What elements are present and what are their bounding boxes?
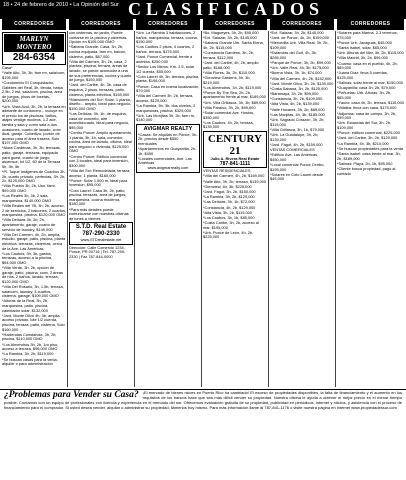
column-divider xyxy=(134,31,135,387)
listing-item: *Constancia Gardens, 3h, 2b, terraza, $112,000 xyxy=(203,50,255,60)
listing-item: *Villa Del Rosario, 3h, 1.5b, terraza, sala/com, laundry, 4 cuartos, cisterna, garage, $109,000 OMO xyxy=(2,284,64,299)
listing-item: *Solares en Coto Laurel desde $45,000 xyxy=(270,171,323,182)
avigmar-name: AVIGMAR REALTY xyxy=(143,126,193,133)
listing-item: *Ponce By The Sea, 2h, 2b, apartamento frente al mar, $189,000 xyxy=(203,89,266,100)
century21-phone: 787-841-1111 xyxy=(219,160,251,167)
listing-item: *Local comercial Ponce Centro, $195,000 xyxy=(270,161,325,172)
listing-item: *Alturas de la Real, 3h, 2b, marquesina, patio, piscina, calentador solar, $132,000 xyxy=(2,298,49,313)
listing-item: *Edificio Ave. Las Américas, $450,000 xyxy=(270,152,319,162)
listing-item: *Villa Delicias 3h, 2b, 2h, apartamento, garaje, cuarto de servicio de laundry, $149,000 xyxy=(2,217,56,232)
listing-item: *La Rambla, 3h, 2b, $129,000 xyxy=(203,194,255,200)
listing-item: *Haciendas Constancia, 3h, 2b, piscina, $110,000 OMO xyxy=(2,331,57,342)
listing-list xyxy=(203,31,267,130)
listing-item: *Jard. Monte Olivo, 3h, 2b, $139,000 xyxy=(270,80,334,86)
century21-logo: CENTURY 21 xyxy=(207,133,262,157)
listing-item: *Coamo: casa en el pueblo, 4h, 2b, $89,000 xyxy=(337,60,398,71)
listing-item: *Jard. del Caribe, 4h, 2b, amplio patio, $168,000 xyxy=(203,59,259,70)
listing-item: *Salinas: Playa, 2h, 1b, $95,000 xyxy=(337,160,393,166)
listing-item: *Parque de Ponce, 3h, 2b, $99,000 xyxy=(270,59,331,65)
column-divider xyxy=(268,31,269,387)
listing-item: Casa* xyxy=(2,65,13,70)
avigmar-lines xyxy=(138,133,198,166)
listing-item: *Glenview Gardens, 5h, 3b, $219,000 xyxy=(203,74,251,85)
listing-item: *Valle Alto, 3h, 3b, fam rm, sala/com, $195,000 xyxy=(2,70,66,80)
listing-item: *Jard. Fagot, 3h, 2b, $150,000 xyxy=(203,188,256,194)
marlyn-phone: 284-6354 xyxy=(12,52,56,63)
listing-item: *Los Caobos, 4h, 2b, terraza, $139,000 xyxy=(203,119,254,130)
listing-item: *Urb. Vista Azul, 3h, 2b, la terraza en adelante de cordonero... incluye en el precio los de piscinas, baños, atajes vestige modeos, 1.2 ace, familia y sala y como sala a dos ocasiones, cuarto de lavado, conv dual, garaje. Cobertizo, portón de acceso para el área trasera, Solo $197,000 OMO xyxy=(2,103,66,146)
listing-item: *Villa del Carmen 3h, 2b, terraza, acceso, $129,000 xyxy=(136,93,194,103)
listing-item: *Jard. del Caribe, 4h, 3b, casa de esquina, 2 pisos, terrazas, patio, cisterna, planta eléctrica, $169,000 xyxy=(69,82,130,97)
listing-item: *Villa Flores, 3h, 2b, $110,000 xyxy=(203,69,255,75)
listing-item: *Peñuelas: Urb. Alturas, 3h, 2b, $85,000 xyxy=(337,90,392,101)
listing-item: *Los Reales 3h, 3b, 2 sala, marquesina, $140,000 OMO xyxy=(2,193,52,203)
listing-item: *Glenview, 4h, 3b, $225,000 xyxy=(203,183,252,189)
bottom-body: ¡El mercado de bienes raíces en Puerto Rico ha cambiado! El exceso de propiedades disponibles, la falta de financiamiento y el aumento en los requisitos de los bancos hace que sea más difícil vender su propiedad. Nuestra oficina le ayuda a obtener el mejor precio en el menor tiempo posible. Contamos con un equipo de profesionales con licencia y experiencia en el mercado del sur. Ofrecemos evaluación gratuita de su propiedad, publicidad en periódicos, internet y rótulos, y asistencia con el proceso de financiamiento para el comprador. Si usted desea vender, alquilar o administrar su propiedad, llámenos hoy mismo. Para más información llame al 787-841-1176 o visite nuestra página en internet www.propiedadessur.com xyxy=(4,390,402,411)
listing-item: *Locales comerciales, Ave. Las Américas xyxy=(138,155,192,166)
listing-item: *Urb. La Rambla 3 habitaciones, 2 baños, marquesina, terraza, cocina, $150,000 xyxy=(136,31,198,45)
listing-item: *Pl. Toque Imágenes de Cuadros 3h-2b, cuarto privado, perfectas, 3h, 2b, 2c, $125,000 OMO xyxy=(2,169,66,184)
listing-item: *Las Delicias: 3h, 1b, de esquina, casa de concreto, aire acondicionado, ideal para negocio, $95,000 xyxy=(69,111,130,130)
listing-item: *Constancia, 3h, 2b, $109,000 xyxy=(270,96,323,102)
listing-item: *Santa Isabel: casa frente al mar, 3h, 2b, $189,000 xyxy=(337,150,401,161)
avigmar-website[interactable]: www.avigmarrealty.com xyxy=(147,165,189,171)
listing-item: *Villa del Sol: Remodelada, terraza, acceso, 1 planta, $160,000 xyxy=(69,167,131,178)
column-heading-5: CORREDORES xyxy=(270,19,334,30)
listing-item: *Ponce: Casa en buena localización, $79,000 xyxy=(136,83,200,94)
listing-item: *Villa Reales del 7B, 3h, 2b, acceso, 2 de servicios, 2 balcones, 2 cuartos, marquesina, piscina, $120,000 OMO xyxy=(2,202,66,218)
listing-item: *Mercedita Urb. Villa Real, 3h, 2b, $109,000 xyxy=(270,40,329,50)
column-2 xyxy=(69,31,133,389)
column-heading-3: CORREDORES xyxy=(136,19,200,30)
listing-item: *Se buscan propiedades para la venta xyxy=(337,145,403,151)
listing-item: *Ponce: Solar 1,500 m, ideal para inversión, $95,000 xyxy=(69,177,128,188)
listing-item: *Urb. Alturas del Mar, 3h, 2b, $115,000 xyxy=(337,50,404,56)
listing-item: *Los Caobos, 3h, 1b, $85,000 xyxy=(203,214,255,220)
listing-item: *Los Almendros, 3h, 2b, $119,000 xyxy=(203,84,262,90)
column-1 xyxy=(2,31,66,389)
marlyn-ad xyxy=(2,32,66,65)
listing-item: *Para más detalles puede comunicarse con nuestras oficinas de lunes a viernes xyxy=(69,206,129,221)
listing-item: *Villa Grillasca, 3h, 1b, $79,000 xyxy=(270,126,325,132)
section-title: CLASIFICADOS xyxy=(128,0,325,19)
listing-item: *Coto Laurel: Casa 3h, 2b, patio, piscina, terrazas, área de juegos, marquesina, cocina moderna, $180,000 xyxy=(69,187,127,207)
listing-item: *Constancia, 4h, 2b, $129,000 xyxy=(203,204,256,210)
listing-item: VENTAS COMERCIALES xyxy=(270,146,315,152)
listing-item: con cisternas, en jardín, Puede contarse en la piscina y cisternas. Opción en $105,000 OMO xyxy=(69,31,128,45)
listing-item: *Villa del Carmen, 4h, 2b, $152,000 xyxy=(270,75,332,81)
column-divider xyxy=(67,31,68,387)
column-divider xyxy=(335,31,336,387)
listing-list xyxy=(2,66,66,367)
listing-item: *Condominio El Conquistador, Gabbies del Real, 3h, tienda, hasta 2.5b, 2 est, sala/com, piscina, área de juegos, pisos de losetas, $200,000 xyxy=(2,79,63,104)
listing-item: *Sabana Grande Urb. Santa Elena, 4h, 2b, $115,000 xyxy=(203,40,264,50)
listing-item: *Jard. del Caribe, 3h, 2b, $129,000 xyxy=(337,135,398,141)
listing-item: *Las Delicias, 3h, 1b, $72,000 xyxy=(203,199,255,205)
bottom-headline: ¿Problemas para Vender su Casa? xyxy=(4,390,139,400)
column-heading-4: CORREDORES xyxy=(203,19,267,30)
std-phone: 787-290-2330 xyxy=(82,231,120,238)
listing-item: *Ext. Salazar, 3h, 2b, $145,000 xyxy=(203,35,257,41)
column-divider xyxy=(201,31,202,387)
avigmar-ad xyxy=(136,124,200,173)
listing-item: *Alta Vista, 4h, 2b, $139,000 xyxy=(270,101,320,107)
listing-item: *Adjuntas: casa de campo, 3h, 2b, $99,000 xyxy=(337,110,397,121)
listing-item: *La Rambla, 3h, 2b, $119,000 xyxy=(2,351,54,357)
listing-item: *Ponce Urb. Jacaguas, $45,000 xyxy=(337,39,392,45)
listing-item: *Urb. Estancias del Sur, 3h, 2b, $109,000 xyxy=(337,120,392,130)
listing-item: *Baramaya, 3h, 2b, $95,000 xyxy=(270,91,319,97)
listing-item: *Sabana Grande: Casa, 3h, 2b, cocina equipada, fam rm, balcón, cisterna, patio, $87,000 xyxy=(69,44,127,59)
listing-item: *Villalba: finca con casa, $175,000 xyxy=(337,105,397,111)
column-3 xyxy=(136,31,200,389)
std-website[interactable]: www.STDrealestate.net xyxy=(80,237,122,243)
listing-item: *Salinas: solar frente al mar, $150,000 xyxy=(337,80,403,86)
listing-item: *Los Caobos, 3h, 3b, gastos, terrazas, acceso a la piscina, $94,000 OMO xyxy=(2,250,53,265)
listing-item: *Yauco: casa 4h, 2b, terraza, $115,000 xyxy=(337,100,404,106)
listing-list xyxy=(69,31,133,221)
listing-item: *Sector Los Meros, Km. 2.5, solar 1/2 cuerda, $55,000 xyxy=(136,63,195,74)
listing-item: *Urb. Sagrado Corazón, 3h, 2b, $119,000 xyxy=(270,117,325,127)
listing-item: *Mansiones del Sur: Solar, 1 planta, diseño... amplio, ideal para negocio, $150,000 OMO xyxy=(69,96,132,111)
listing-item: *La Rambla, 5h, 3b, dos niveles, 2 marquesinas, piscina, $325,000 xyxy=(136,103,196,113)
listing-item: *Jard. Ponce Comercial, frente a avenida, $250,000 xyxy=(136,54,193,64)
marlyn-logo: MARLYN MONTERO xyxy=(4,34,64,52)
column-6 xyxy=(337,31,404,389)
page-header xyxy=(0,0,406,19)
listing-item: *Santa Isabel, solar, $65,000 xyxy=(337,44,387,50)
listing-item: *Juana Díaz: finca 5 cuerdas, $125,000 xyxy=(337,70,388,80)
listing-item: VENTAS RESIDENCIALES xyxy=(203,168,251,174)
listing-item: *Apartamentos en Guayanilla, 2h-1b, $450 xyxy=(138,145,197,156)
listing-item: *Urb. Ponce de León, 4h, 2b, $225,000 xyxy=(203,229,254,240)
listing-item: *Solares para Marina, 2-3 terrenos, $75,000 xyxy=(337,31,398,40)
listing-item: *Bo. Magueyes, 3h, 2b, $95,000 xyxy=(203,31,259,35)
listing-item: *Jard. Monte Olivo 4h, 3b, amplia, acceso privado, lote 1/2 cuerda, piscina, terraza, patio, cisterna, Solo $160,000 xyxy=(2,312,65,332)
century21-lines xyxy=(203,169,267,240)
listing-item: *Villa del Carmen, 3h, 2b, casa, 2 plantas, piscina, terraza, áreas de lavado, se puede acomodar a una de sus preferencias, cocina y cuarto de juego, $150,000 xyxy=(69,58,132,83)
listing-item: *Costa Caribe, 3h, 2b, acceso al mar, $195,000 xyxy=(203,220,259,230)
listing-item: *Estancias del Golf, 4h, 3b, $265,000 xyxy=(270,50,317,60)
century21-sub: Julio A. Rivera Real Estate xyxy=(210,156,260,161)
listing-item: *Centro Ponce: Amplio apartamento, 1 planta, 3h, 1b, sala, comedor, cocina, área de lavado, oficina, ideal para negocio o vivienda, $125,000 OMO xyxy=(69,130,133,154)
listing-item: *Valle Hucares, 3h, 2b, $89,000 xyxy=(270,106,325,112)
listing-item: *Villa Verde, 3h, 2b, opción de garaje, patio, piscina, conv, 2 áreas de hbs, 2 baños, lavado, terraza, $120,000 OMO xyxy=(2,265,63,284)
listing-list xyxy=(337,31,404,176)
listing-item: *Urb. Las Monjitas 3h, 2b, fam rm, $140,000 xyxy=(136,112,196,123)
column-heading-6: CORREDORES xyxy=(337,19,404,30)
listing-item: *Coto Laurel 4h, 3b, terraza, piscina, planta, $198,000 xyxy=(136,73,200,84)
column-heading-2: CORREDORES xyxy=(69,19,133,30)
listing-item: *Villa Pueblo 3h, 2b, Uso, fami, $99,000 OMO xyxy=(2,183,56,193)
page-info: 18 • 24 de febrero de 2010 • La Opinión del Sur xyxy=(3,2,119,8)
column-heading-1: CORREDORES xyxy=(2,19,66,30)
listing-item: *Jard. de Ponce, 4h, 2b, $159,000 xyxy=(270,35,330,41)
listing-item: *Casas: Se alquilan en Ponce, 3h-2b, precios desde $550 mensuales xyxy=(138,131,198,146)
listing-item: *Urb. Valle Real, 4h, 3b, $175,000 xyxy=(270,65,329,71)
listing-list xyxy=(136,31,200,123)
listing-item: *Solar comercial Ave. Hostos, $350,000 xyxy=(203,110,255,120)
listing-item: *Se buscan casas para la venta, alquiler o para administración xyxy=(2,356,58,367)
listing-item: *Ponce: edificio comercial, $225,000 xyxy=(337,130,400,136)
bottom-ad xyxy=(0,390,406,480)
listing-list xyxy=(270,31,334,182)
column-4 xyxy=(203,31,267,389)
listing-item: *Cliente busca propiedad, pago al contado xyxy=(337,165,396,176)
std-office: Dirección: Calle Comercio 1234, Ponce, PR 00716 | Tel. 787-290-2330 | Fax 787-844-0000 xyxy=(69,244,126,260)
listing-item: *Villa Madrid, 3h, 2b, $99,000 xyxy=(337,55,388,61)
listing-item: *Buena Vista, 3h, 1b, $74,000 xyxy=(270,70,322,76)
listing-item: *Villa del Carmen, 4h, 2b, $169,000 xyxy=(203,173,265,179)
listing-item: *Guayanilla: casa 3h, 2b, $79,000 xyxy=(337,85,396,91)
listing-item: *Las Monjitas, 4h, 3b, $185,000 xyxy=(270,111,325,117)
listing-item: *Jard. Fagot, 4h, 2b, $159,000 xyxy=(270,141,323,147)
column-5 xyxy=(270,31,334,389)
listing-item: *Villa Paraíso, 3h, 2b, $99,000 xyxy=(203,104,256,110)
listing-item: *Centro Ponce: Edificio comercial con 3 locales, ideal para inversión, $300,000 xyxy=(69,153,129,168)
listing-item: *Los Almendros 3h, 2b, 1ro piso, acceso a terraza, $96,000 OMO xyxy=(2,341,59,352)
listing-item: *Alora Cardenas, 3h, 3b, terrazas, patio, garaje, terrazas, equipada para guest, cuarto de juego, ascensor, lot 1/2, 60 de la Terraza 5h, 3b, 5b xyxy=(2,145,61,169)
listing-item: *Villa Del Carmen, 4h, 2b, amplia, estudio, garaje, patio, piscina, planta eléctrica, terrazas, cisternas, cerca de la Ave. Las Américas xyxy=(2,231,66,251)
std-name: S.T.D. Real Estate xyxy=(75,224,127,231)
std-ad xyxy=(69,222,133,245)
listing-item: *Costa Sabana, 3h, 2b, $125,000 xyxy=(270,85,328,91)
listing-item: *Valle Alto, 3h, 2b, terraza, $139,000 xyxy=(203,178,267,184)
listing-item: *La Rambla, 4h, 3b, $210,000 xyxy=(337,140,389,146)
listing-item: *Alta Vista, 3h, 2b, $119,000 xyxy=(203,209,252,215)
listing-item: *Los Caobos 2 pisos, 4 cuartos, 2 baños, terraza, $175,000 xyxy=(136,44,195,54)
listing-item: *Urb. Villa Grillasca, 3h, 1b, $89,000 xyxy=(203,99,266,105)
listing-item: *Urb. La Guadalupe, 3h, 2b, $139,000 xyxy=(270,131,319,142)
century21-ad xyxy=(203,131,267,168)
listing-item: *Ext. Salazar, 3h, 2b, $145,000 xyxy=(270,31,324,35)
